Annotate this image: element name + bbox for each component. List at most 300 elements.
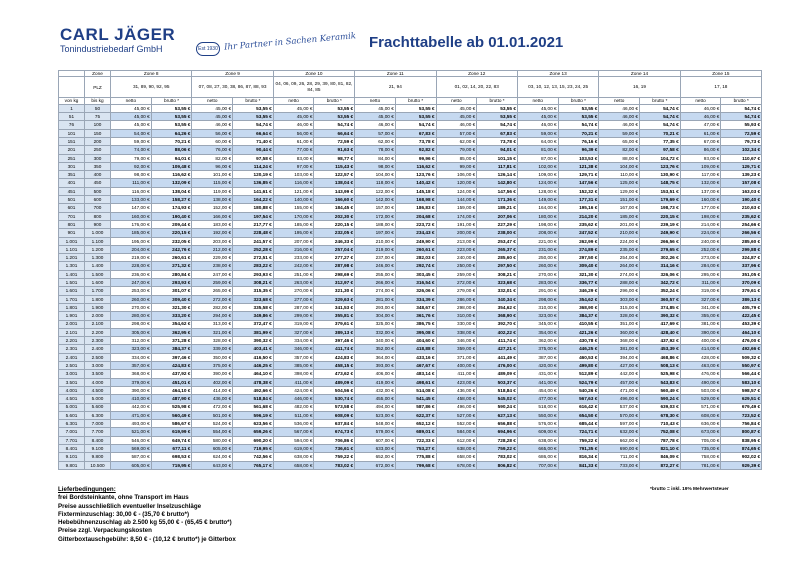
table-row	[59, 220, 762, 228]
weight-to: 4.000	[85, 378, 111, 386]
brutto-price: 724,71 €	[558, 428, 599, 436]
brutto-price: 654,50 €	[558, 411, 599, 419]
brutto-price: 381,99 €	[233, 328, 274, 336]
netto-price: 781,00 €	[680, 461, 721, 469]
brutto-price: 117,81 €	[477, 162, 518, 170]
brutto-price: 54,74 €	[640, 121, 681, 129]
netto-price: 115,00 €	[192, 179, 233, 187]
brutto-price: 723,52 €	[721, 411, 762, 419]
table-row	[59, 345, 762, 353]
weight-from: 101	[59, 129, 85, 137]
brutto-price: 321,30 €	[314, 287, 355, 295]
netto-price: 86,00 €	[680, 146, 721, 154]
netto-price: 247,00 €	[192, 270, 233, 278]
weight-from: 401	[59, 179, 85, 187]
brutto-price: 66,64 €	[314, 129, 355, 137]
weight-to: 900	[85, 220, 111, 228]
brutto-price: 441,49 €	[477, 353, 518, 361]
netto-price: 231,00 €	[517, 245, 558, 253]
brutto-price: 433,16 €	[395, 353, 436, 361]
netto-price: 441,00 €	[517, 378, 558, 386]
netto-price: 652,00 €	[355, 453, 396, 461]
weight-to: 2.400	[85, 345, 111, 353]
netto-price: 454,00 €	[517, 386, 558, 394]
brutto-price: 53,55 €	[233, 113, 274, 121]
netto-price: 569,00 €	[111, 444, 152, 452]
netto-price: 45,00 €	[517, 113, 558, 121]
netto-price: 152,00 €	[192, 204, 233, 212]
brutto-price: 710,43 €	[640, 420, 681, 428]
netto-price: 579,00 €	[355, 428, 396, 436]
netto-price: 116,00 €	[273, 179, 314, 187]
zone-header: Zone 8	[111, 71, 192, 77]
brutto-price: 274,89 €	[558, 245, 599, 253]
table-row	[59, 229, 762, 237]
netto-price: 402,00 €	[192, 378, 233, 386]
netto-price: 164,00 €	[517, 204, 558, 212]
netto-price: 419,00 €	[355, 378, 396, 386]
netto-price: 45,00 €	[111, 121, 152, 129]
brutto-footnote: *brutto = inkl. 19% Mehrwertsteuer	[650, 487, 729, 492]
brutto-price: 90,44 €	[233, 146, 274, 154]
weight-from: 5.601	[59, 411, 85, 419]
brutto-price: 405,79 €	[721, 303, 762, 311]
weight-to: 1.000	[85, 229, 111, 237]
netto-price: 636,00 €	[680, 420, 721, 428]
brutto-header: brutto *	[314, 98, 355, 104]
netto-price: 705,00 €	[680, 436, 721, 444]
netto-price: 109,00 €	[517, 171, 558, 179]
weight-from: 2.301	[59, 345, 85, 353]
netto-price: 96,00 €	[192, 162, 233, 170]
weight-from: 6.301	[59, 420, 85, 428]
weight-to: 450	[85, 179, 111, 187]
brutto-price: 280,84 €	[151, 270, 192, 278]
weight-from: 301	[59, 162, 85, 170]
netto-price: 121,00 €	[273, 187, 314, 195]
netto-price: 77,00 €	[273, 146, 314, 154]
brutto-price: 309,40 €	[558, 262, 599, 270]
weight-to: 4.500	[85, 386, 111, 394]
weight-to: 300	[85, 154, 111, 162]
brutto-price: 177,31 €	[558, 196, 599, 204]
netto-price: 368,00 €	[599, 337, 640, 345]
netto-price: 298,00 €	[111, 320, 152, 328]
table-row	[59, 287, 762, 295]
brutto-price: 627,13 €	[477, 411, 518, 419]
netto-price: 536,00 €	[273, 420, 314, 428]
netto-price: 385,00 €	[273, 362, 314, 370]
netto-price: 61,00 €	[273, 138, 314, 146]
brutto-price: 567,63 €	[558, 395, 599, 403]
brutto-price: 253,47 €	[477, 237, 518, 245]
netto-price: 277,00 €	[273, 295, 314, 303]
netto-price: 607,00 €	[355, 436, 396, 444]
netto-price: 183,00 €	[192, 220, 233, 228]
netto-price: 201,00 €	[599, 220, 640, 228]
brutto-price: 321,30 €	[151, 303, 192, 311]
weight-from: 1.901	[59, 312, 85, 320]
netto-price: 690,00 €	[599, 444, 640, 452]
brutto-header: brutto *	[640, 98, 681, 104]
brutto-price: 649,74 €	[151, 436, 192, 444]
netto-price: 155,00 €	[273, 204, 314, 212]
netto-price: 103,00 €	[273, 171, 314, 179]
netto-price: 219,00 €	[111, 254, 152, 262]
netto-price: 707,00 €	[517, 461, 558, 469]
table-row	[59, 187, 762, 195]
table-row	[59, 113, 762, 121]
brutto-price: 92,82 €	[395, 146, 436, 154]
weight-from: 251	[59, 154, 85, 162]
netto-price: 46,00 €	[599, 113, 640, 121]
netto-price: 204,00 €	[111, 245, 152, 253]
netto-price: 605,00 €	[192, 444, 233, 452]
brutto-price: 64,26 €	[151, 129, 192, 137]
brutto-price: 72,59 €	[721, 129, 762, 137]
netto-price: 472,00 €	[192, 403, 233, 411]
brutto-price: 719,95 €	[233, 444, 274, 452]
table-row	[59, 353, 762, 361]
brutto-price: 430,78 €	[558, 337, 599, 345]
brutto-price: 122,57 €	[314, 171, 355, 179]
zone-header: Zone 9	[192, 71, 273, 77]
table-row	[59, 121, 762, 129]
brutto-price: 674,73 €	[314, 428, 355, 436]
brutto-price: 560,49 €	[640, 386, 681, 394]
netto-price: 45,00 €	[517, 104, 558, 112]
netto-price: 98,00 €	[111, 171, 152, 179]
brutto-price: 163,03 €	[721, 187, 762, 195]
netto-price: 328,00 €	[192, 337, 233, 345]
netto-price: 552,00 €	[436, 420, 477, 428]
bis-kg-header: bis kg	[85, 98, 111, 104]
brutto-price: 336,77 €	[558, 279, 599, 287]
netto-price: 46,00 €	[436, 121, 477, 129]
netto-price: 92,00 €	[111, 162, 152, 170]
netto-price: 45,00 €	[192, 113, 233, 121]
brutto-price: 266,56 €	[721, 229, 762, 237]
netto-price: 101,00 €	[192, 171, 233, 179]
table-row	[59, 179, 762, 187]
table-row	[59, 303, 762, 311]
weight-to: 5.600	[85, 403, 111, 411]
netto-price: 427,00 €	[599, 362, 640, 370]
brutto-price: 756,84 €	[721, 420, 762, 428]
netto-price: 624,00 €	[192, 453, 233, 461]
brutto-price: 759,22 €	[314, 453, 355, 461]
brutto-price: 874,65 €	[721, 444, 762, 452]
brutto-price: 114,24 €	[233, 162, 274, 170]
netto-price: 548,00 €	[355, 420, 396, 428]
netto-price: 79,00 €	[111, 154, 152, 162]
von-kg-header: von kg	[59, 98, 85, 104]
brutto-price: 337,96 €	[721, 262, 762, 270]
brutto-price: 189,21 €	[477, 204, 518, 212]
brutto-price: 806,82 €	[477, 461, 518, 469]
brutto-price: 220,15 €	[151, 229, 192, 237]
brutto-price: 656,88 €	[477, 420, 518, 428]
brutto-price: 302,26 €	[640, 254, 681, 262]
brutto-price: 53,55 €	[314, 113, 355, 121]
table-row	[59, 245, 762, 253]
brutto-price: 759,22 €	[477, 444, 518, 452]
table-row	[59, 279, 762, 287]
plz-header-label: PLZ	[85, 77, 111, 98]
netto-price: 54,00 €	[111, 129, 152, 137]
brutto-price: 77,35 €	[640, 138, 681, 146]
brutto-price: 143,99 €	[314, 187, 355, 195]
netto-price: 140,00 €	[273, 196, 314, 204]
brutto-price: 418,88 €	[395, 345, 436, 353]
brutto-price: 677,11 €	[151, 444, 192, 452]
brutto-price: 872,27 €	[640, 461, 681, 469]
netto-price: 518,00 €	[517, 403, 558, 411]
weight-from: 1.601	[59, 287, 85, 295]
brutto-price: 437,92 €	[151, 370, 192, 378]
netto-price: 428,00 €	[680, 353, 721, 361]
brutto-price: 53,55 €	[151, 121, 192, 129]
netto-price: 394,00 €	[599, 353, 640, 361]
netto-price: 550,00 €	[517, 411, 558, 419]
netto-price: 198,00 €	[517, 220, 558, 228]
brutto-price: 598,57 €	[721, 386, 762, 394]
netto-price: 341,00 €	[680, 303, 721, 311]
brutto-price: 368,90 €	[558, 303, 599, 311]
netto-price: 350,00 €	[192, 353, 233, 361]
netto-price: 79,00 €	[436, 146, 477, 154]
netto-price: 286,00 €	[436, 295, 477, 303]
netto-price: 463,00 €	[680, 362, 721, 370]
weight-to: 5.000	[85, 395, 111, 403]
brutto-price: 271,32 €	[151, 262, 192, 270]
brutto-price: 384,37 €	[558, 312, 599, 320]
brutto-price: 207,06 €	[477, 212, 518, 220]
table-row	[59, 212, 762, 220]
brutto-price: 397,46 €	[314, 337, 355, 345]
netto-price: 284,00 €	[680, 262, 721, 270]
brutto-price: 129,71 €	[558, 171, 599, 179]
brutto-price: 590,24 €	[477, 403, 518, 411]
brutto-price: 453,39 €	[640, 345, 681, 353]
brutto-price: 287,98 €	[314, 262, 355, 270]
weight-from: 351	[59, 171, 85, 179]
brutto-price: 371,28 €	[151, 337, 192, 345]
netto-price: 368,00 €	[111, 370, 152, 378]
netto-price: 172,00 €	[355, 212, 396, 220]
brutto-price: 174,93 €	[151, 204, 192, 212]
netto-price: 288,00 €	[599, 279, 640, 287]
brutto-price: 76,16 €	[558, 138, 599, 146]
table-row	[59, 138, 762, 146]
netto-price: 224,00 €	[599, 237, 640, 245]
weight-to: 800	[85, 212, 111, 220]
brutto-price: 252,28 €	[233, 245, 274, 253]
brutto-price: 639,03 €	[640, 403, 681, 411]
netto-price: 511,00 €	[273, 411, 314, 419]
netto-price: 330,00 €	[436, 320, 477, 328]
brutto-price: 354,62 €	[151, 320, 192, 328]
netto-price: 210,00 €	[599, 229, 640, 237]
netto-price: 207,00 €	[273, 237, 314, 245]
brutto-price: 464,10 €	[233, 370, 274, 378]
brutto-price: 841,33 €	[558, 461, 599, 469]
brutto-price: 799,68 €	[395, 461, 436, 469]
netto-price: 570,00 €	[599, 411, 640, 419]
table-row	[59, 262, 762, 270]
brutto-price: 53,55 €	[151, 113, 192, 121]
brutto-price: 234,43 €	[395, 229, 436, 237]
weight-from: 3.001	[59, 370, 85, 378]
netto-price: 210,00 €	[355, 237, 396, 245]
table-row	[59, 428, 762, 436]
netto-price: 527,00 €	[436, 411, 477, 419]
table-row	[59, 461, 762, 469]
weight-from: 7.701	[59, 436, 85, 444]
netto-price: 493,00 €	[111, 420, 152, 428]
netto-price: 45,00 €	[111, 104, 152, 112]
netto-price: 299,00 €	[273, 312, 314, 320]
netto-price: 735,00 €	[680, 444, 721, 452]
weight-to: 400	[85, 171, 111, 179]
netto-price: 57,00 €	[355, 129, 396, 137]
note-line: Hebebühnenzuschlag ab 2.500 kg 55,00 € - (65,45 € brutto*)	[58, 519, 232, 527]
netto-price: 120,00 €	[436, 179, 477, 187]
netto-price: 280,00 €	[111, 312, 152, 320]
brutto-price: 53,55 €	[477, 113, 518, 121]
netto-price: 477,00 €	[517, 395, 558, 403]
brutto-price: 249,90 €	[640, 229, 681, 237]
brutto-price: 54,74 €	[395, 121, 436, 129]
netto-price: 57,00 €	[436, 129, 477, 137]
weight-to: 50	[85, 104, 111, 112]
brutto-price: 416,50 €	[233, 353, 274, 361]
brutto-price: 297,50 €	[477, 262, 518, 270]
netto-price: 411,00 €	[273, 378, 314, 386]
netto-price: 177,00 €	[680, 204, 721, 212]
netto-price: 340,00 €	[355, 337, 396, 345]
brutto-price: 460,53 €	[558, 353, 599, 361]
table-row	[59, 254, 762, 262]
netto-price: 65,00 €	[599, 138, 640, 146]
netto-price: 46,00 €	[680, 113, 721, 121]
netto-price: 274,00 €	[355, 287, 396, 295]
netto-price: 99,00 €	[436, 162, 477, 170]
netto-price: 351,00 €	[599, 320, 640, 328]
netto-price: 180,00 €	[517, 212, 558, 220]
brutto-header: brutto *	[721, 98, 762, 104]
netto-price: 319,00 €	[273, 320, 314, 328]
netto-price: 546,00 €	[111, 436, 152, 444]
zone-plz: 01, 02, 14, 20, 22, 83	[436, 77, 517, 98]
brutto-price: 54,74 €	[721, 113, 762, 121]
brutto-price: 323,68 €	[233, 295, 274, 303]
netto-price: 345,00 €	[517, 320, 558, 328]
zone-plz: 17, 18	[680, 77, 761, 98]
brutto-price: 619,99 €	[151, 428, 192, 436]
brutto-price: 395,08 €	[395, 328, 436, 336]
netto-price: 111,00 €	[111, 179, 152, 187]
brutto-price: 629,51 €	[721, 395, 762, 403]
netto-price: 122,00 €	[355, 187, 396, 195]
brutto-price: 195,16 €	[558, 204, 599, 212]
netto-price: 303,00 €	[599, 295, 640, 303]
brutto-price: 168,98 €	[395, 196, 436, 204]
netto-price: 151,00 €	[599, 196, 640, 204]
netto-price: 319,00 €	[680, 287, 721, 295]
netto-price: 74,00 €	[111, 146, 152, 154]
brutto-price: 232,05 €	[314, 229, 355, 237]
netto-price: 185,00 €	[273, 220, 314, 228]
brutto-price: 379,61 €	[721, 287, 762, 295]
brutto-price: 489,09 €	[477, 370, 518, 378]
brutto-price: 355,81 €	[314, 312, 355, 320]
brutto-price: 309,40 €	[151, 295, 192, 303]
brutto-price: 467,67 €	[395, 362, 436, 370]
netto-price: 254,00 €	[599, 254, 640, 262]
brutto-price: 348,67 €	[395, 303, 436, 311]
netto-price: 375,00 €	[192, 362, 233, 370]
table-row	[59, 436, 762, 444]
netto-price: 45,00 €	[355, 113, 396, 121]
netto-price: 431,00 €	[517, 370, 558, 378]
brutto-price: 800,87 €	[721, 428, 762, 436]
brutto-price: 487,90 €	[151, 395, 192, 403]
weight-from: 151	[59, 138, 85, 146]
brutto-price: 524,79 €	[558, 378, 599, 386]
brutto-price: 292,74 €	[395, 262, 436, 270]
weight-from: 1.101	[59, 245, 85, 253]
brutto-price: 446,25 €	[233, 362, 274, 370]
netto-price: 296,00 €	[599, 287, 640, 295]
netto-price: 346,00 €	[436, 337, 477, 345]
brutto-price: 297,50 €	[558, 254, 599, 262]
brutto-header: brutto *	[558, 98, 599, 104]
brutto-price: 73,78 €	[395, 138, 436, 146]
weight-to: 1.200	[85, 245, 111, 253]
netto-price: 673,00 €	[680, 428, 721, 436]
netto-price: 638,00 €	[273, 453, 314, 461]
brutto-price: 102,34 €	[721, 146, 762, 154]
weight-from: 51	[59, 113, 85, 121]
netto-header: netto	[111, 98, 152, 104]
table-row	[59, 162, 762, 170]
netto-price: 235,00 €	[599, 245, 640, 253]
netto-price: 45,00 €	[273, 113, 314, 121]
brutto-price: 241,57 €	[233, 237, 274, 245]
brutto-price: 171,36 €	[477, 196, 518, 204]
brutto-price: 583,10 €	[721, 378, 762, 386]
netto-price: 270,00 €	[273, 287, 314, 295]
netto-price: 298,00 €	[517, 295, 558, 303]
brutto-price: 679,49 €	[721, 403, 762, 411]
netto-price: 45,00 €	[436, 104, 477, 112]
netto-price: 457,00 €	[599, 378, 640, 386]
weight-to: 8.400	[85, 436, 111, 444]
netto-price: 133,00 €	[111, 196, 152, 204]
netto-price: 67,00 €	[680, 138, 721, 146]
brutto-price: 158,27 €	[151, 196, 192, 204]
netto-price: 83,00 €	[273, 154, 314, 162]
brutto-price: 685,44 €	[558, 420, 599, 428]
netto-price: 352,00 €	[355, 345, 396, 353]
brutto-price: 53,55 €	[395, 113, 436, 121]
weight-to: 2.200	[85, 328, 111, 336]
brutto-price: 561,68 €	[233, 403, 274, 411]
weight-to: 2.100	[85, 320, 111, 328]
brutto-price: 362,95 €	[151, 328, 192, 336]
brutto-price: 929,39 €	[721, 461, 762, 469]
